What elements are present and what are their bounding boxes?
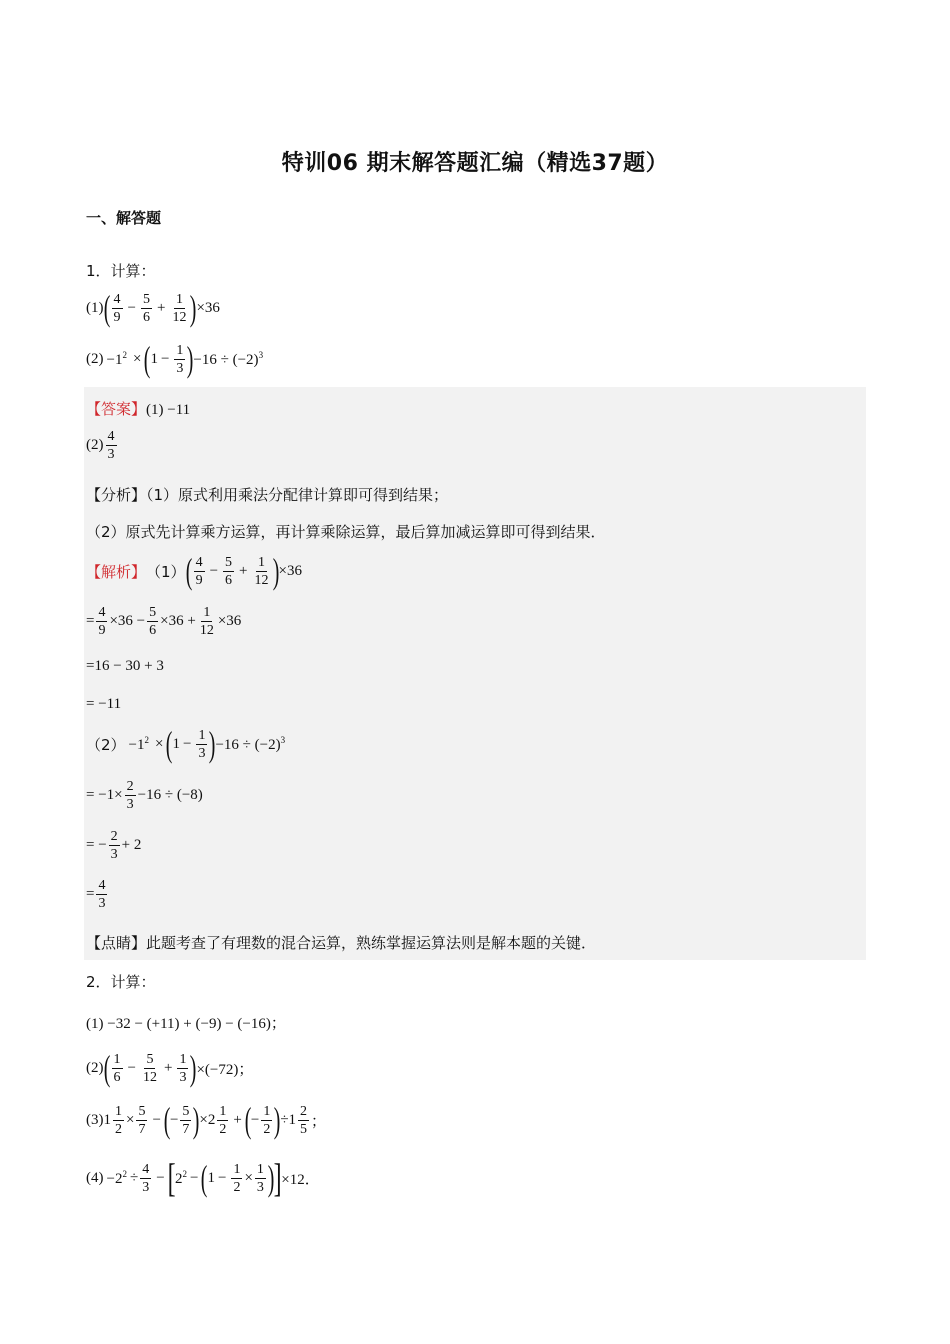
q1-step-d: = −1× $\frac{2}{3}$ −16 ÷ (−8) [86, 779, 203, 812]
q1-comment: 【点睛】此题考查了有理数的混合运算，熟练掌握运算法则是解本题的关键． [86, 934, 597, 952]
q1-solution-p2: （2） $-1^2$ × ( 1 − $\frac{1}{3}$ ) $-16 \div (-2)^3$ [86, 724, 286, 764]
q1-step-b: =16 − 30 + 3 [86, 658, 164, 674]
q1-step-a: = $\frac{4}{9}$ ×36 − $\frac{5}{6}$ ×36 + $\frac{1}{12}$ ×36 [86, 605, 242, 638]
section-heading: 一、解答题 [86, 209, 162, 227]
q1-answer2: (2) $\frac{4}{3}$ [86, 429, 115, 462]
q2-stem: 2．计算： [86, 973, 156, 991]
q2-part1: (1) −32 − (+11) + (−9) − (−16)； [86, 1016, 286, 1032]
q1-stem: 1．计算： [86, 262, 156, 280]
q1-part2: (2) $-1^2$ × ( 1 − $\frac{1}{3}$ ) $-16 \div (-2)^3$ [86, 339, 264, 379]
q1-analysis2: （2）原式先计算乘方运算，再计算乘除运算，最后算加减运算即可得到结果． [86, 523, 606, 541]
q1-solution-p1: 【解析】 （1） ( $\frac{4}{9}$ − $\frac{5}{6}$ + $\frac{1}{12}$ ) ×36 [86, 551, 302, 591]
q1-part1: (1) ( $\frac{4}{9}$ − $\frac{5}{6}$ + $\frac{1}{12}$ ) ×36 [86, 288, 220, 328]
q1-step-e: = − $\frac{2}{3}$ + 2 [86, 829, 142, 862]
q1-part1-label: (1) [86, 299, 104, 316]
analysis-tag: 【分析】 [86, 486, 147, 504]
q1-analysis1: 【分析】（1）原式利用乘法分配律计算即可得到结果； [86, 486, 449, 504]
q1-part2-label: (2) [86, 350, 104, 367]
page-title: 特训06 期末解答题汇编（精选37题） [281, 151, 669, 176]
q1-step-c: = −11 [86, 696, 122, 712]
solution-tag: 【解析】 [86, 562, 147, 581]
q1-step-f: = $\frac{4}{3}$ [86, 878, 106, 911]
q2-part4: (4) $-2^2$ ÷ $\frac{4}{3}$ − [ $2^2$ − ( 1 − $\frac{1}{2}$ × $\frac{1}{3}$ ) ] ×12． [86, 1155, 320, 1200]
q2-part3: (3) 1 $\frac{1}{2}$ × $\frac{5}{7}$ − ( − $\frac{5}{7}$ ) ×2 $\frac{1}{2}$ + ( − $\frac{1}{2}$ ) ÷1 $\frac{2}{5}$ ； [86, 1100, 327, 1140]
comment-tag: 【点睛】 [86, 934, 147, 952]
solution-panel [84, 387, 866, 960]
q2-part2: (2) ( $\frac{1}{6}$ − $\frac{5}{12}$ + $\frac{1}{3}$ ) ×(−72)； [86, 1048, 254, 1088]
answer-tag: 【答案】 [86, 400, 147, 418]
q1-answer: 【答案】(1) −11 [86, 400, 191, 418]
